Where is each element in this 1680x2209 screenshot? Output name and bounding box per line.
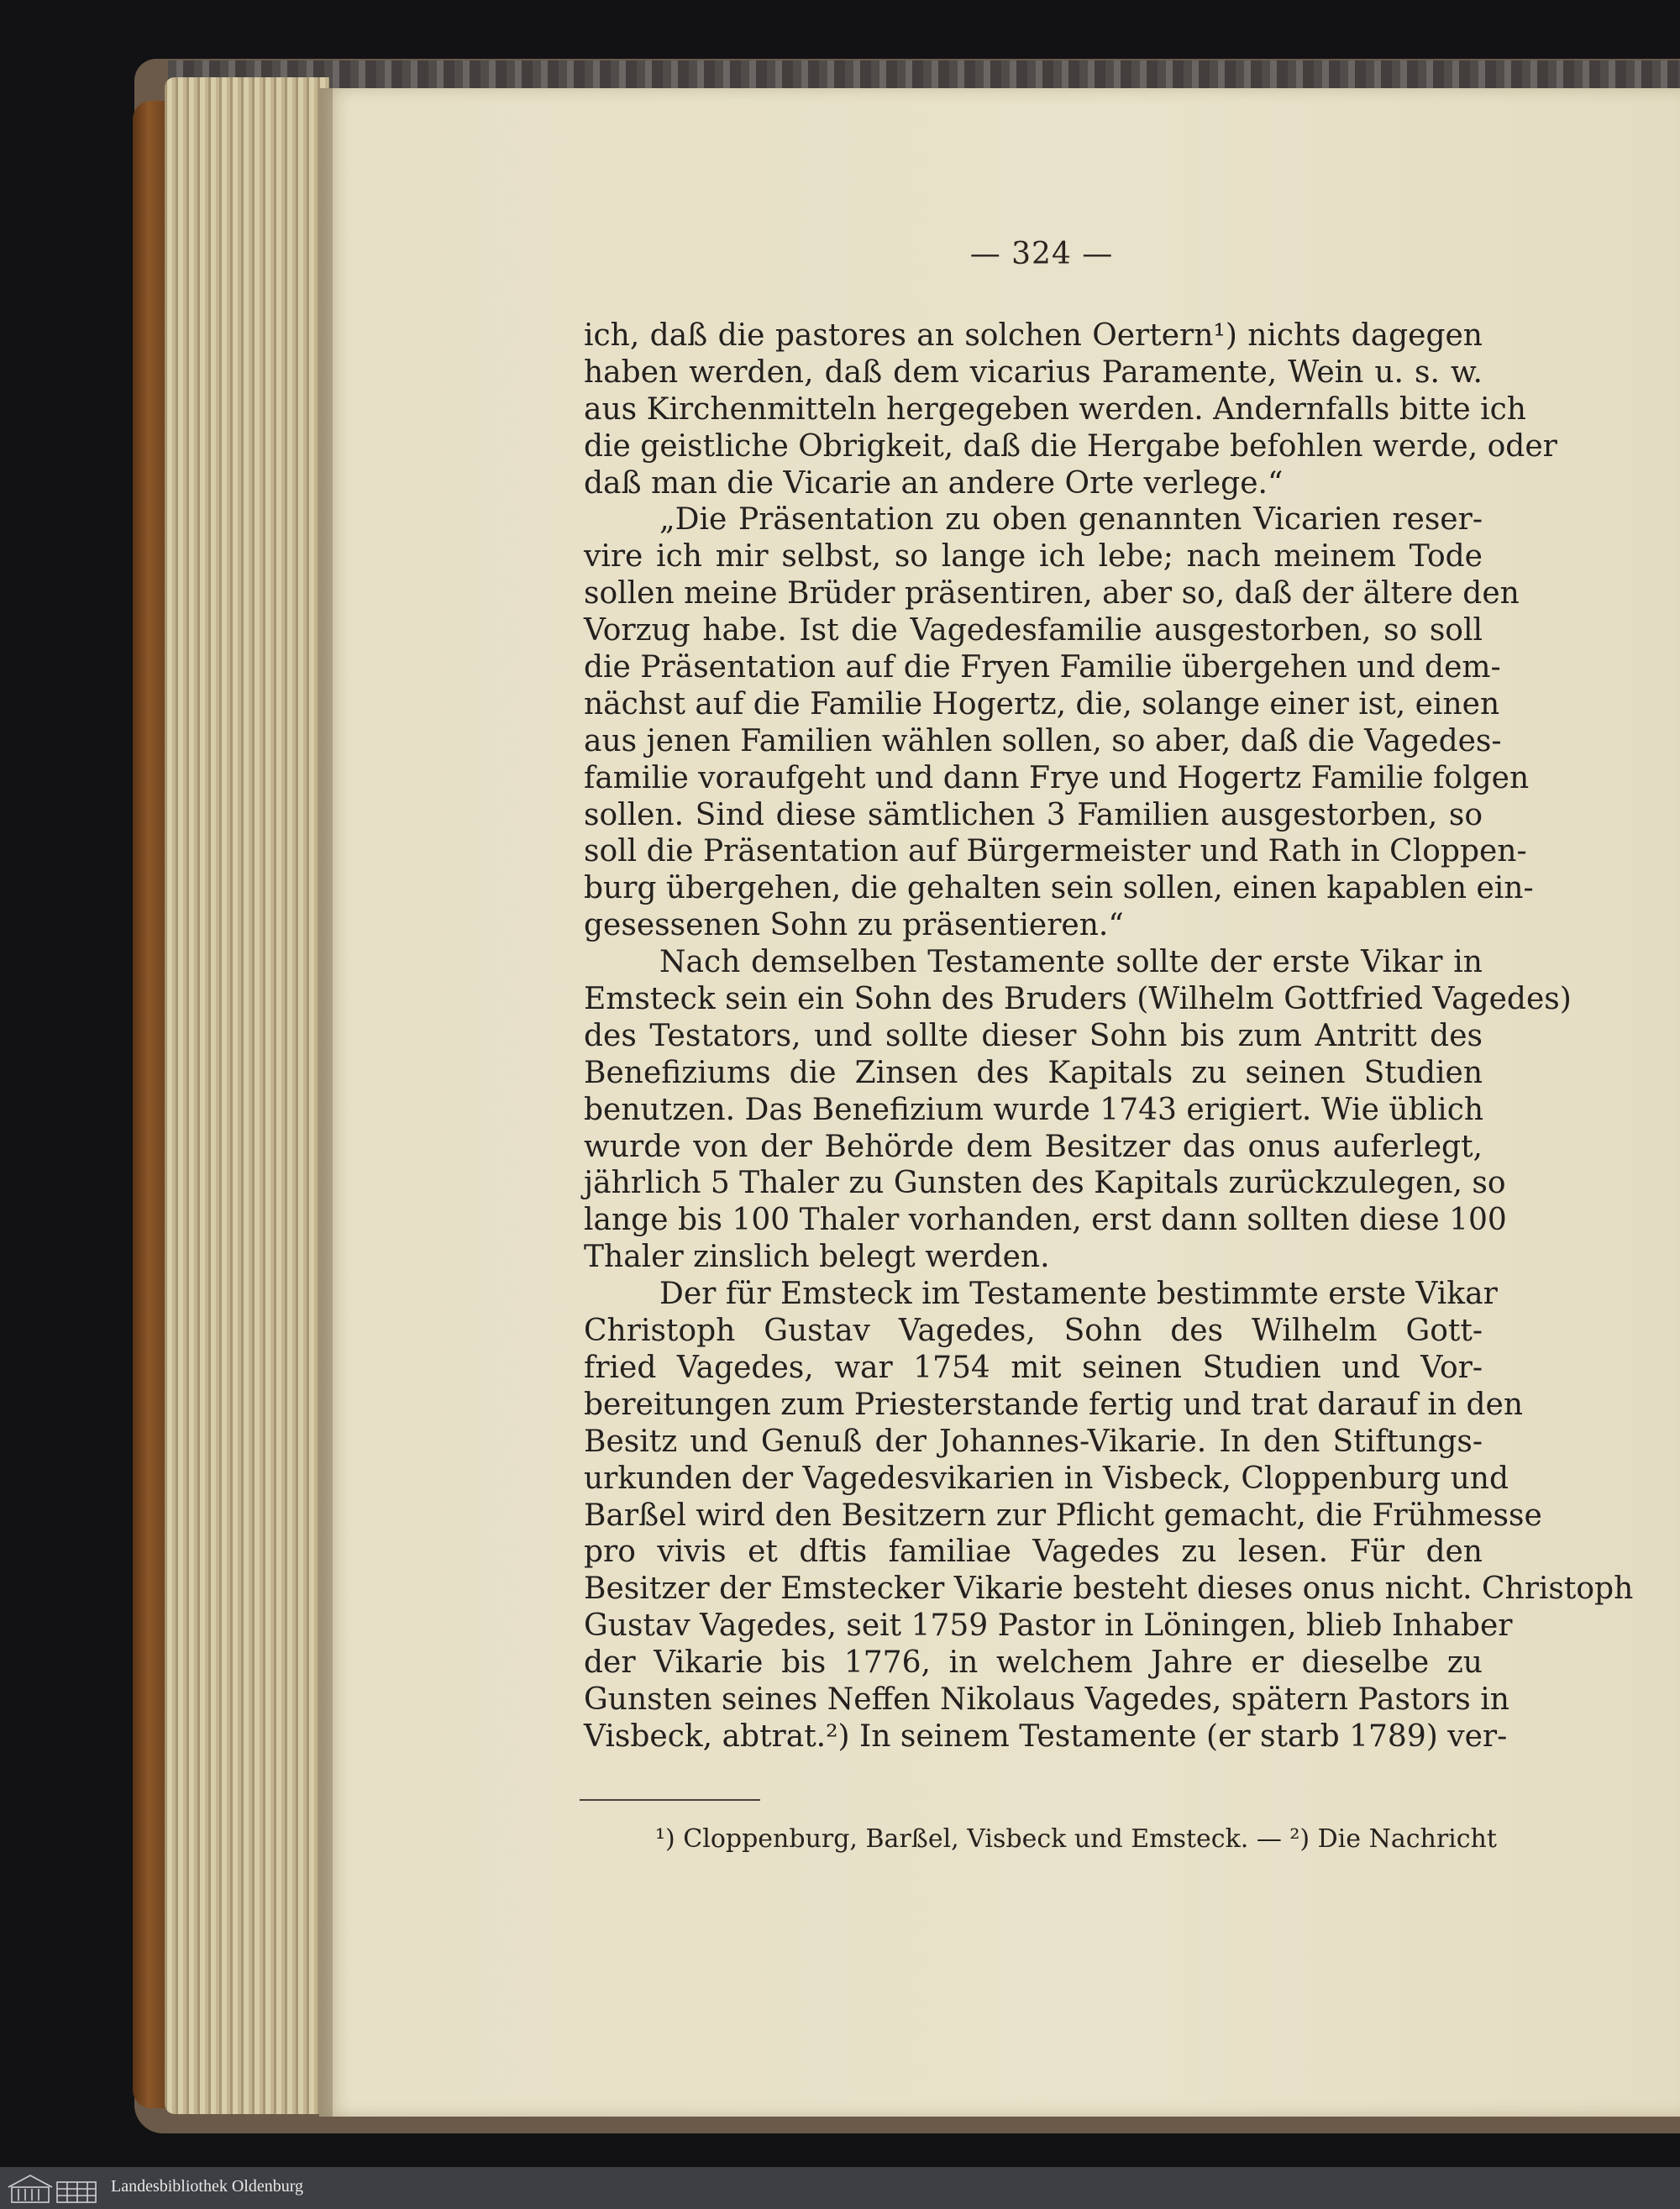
library-name: Landesbibliothek Oldenburg bbox=[111, 2177, 304, 2196]
text-line: Besitz und Genuß der Johannes-Vikarie. In den Stiftungs- bbox=[584, 1424, 1483, 1459]
text-line: Thaler zinslich belegt werden. bbox=[584, 1240, 1050, 1275]
text-line: Visbeck, abtrat.²) In seinem Testamente (er starb 1789) ver- bbox=[584, 1718, 1508, 1754]
page-stack bbox=[165, 77, 329, 2114]
text-line: Besitzer der Emstecker Vikarie besteht dieses onus nicht. Christoph bbox=[584, 1571, 1634, 1607]
text-line: urkunden der Vagedesvikarien in Visbeck, Cloppenburg und bbox=[584, 1461, 1509, 1496]
body-text bbox=[584, 317, 1634, 1755]
text-line: nächst auf die Familie Hogertz, die, solange einer ist, einen bbox=[584, 686, 1500, 721]
text-line: „Die Präsentation zu oben genannten Vicarien reser- bbox=[659, 502, 1483, 538]
text-line: aus Kirchenmitteln hergegeben werden. Andernfalls bitte ich bbox=[584, 391, 1526, 427]
text-line: pro vivis et dftis familiae Vagedes zu lesen. Für den bbox=[584, 1535, 1483, 1570]
text-line: Gustav Vagedes, seit 1759 Pastor in Löningen, blieb Inhaber bbox=[584, 1608, 1513, 1644]
text-line: jährlich 5 Thaler zu Gunsten des Kapitals zurückzulegen, so bbox=[584, 1166, 1506, 1201]
text-line: familie voraufgeht und dann Frye und Hogertz Familie folgen bbox=[584, 760, 1530, 795]
text-line: Benefiziums die Zinsen des Kapitals zu seinen Studien bbox=[584, 1055, 1483, 1090]
text-line: daß man die Vicarie an andere Orte verlege.“ bbox=[584, 465, 1284, 501]
text-line: die Präsentation auf die Fryen Familie übergehen und dem- bbox=[584, 650, 1501, 685]
text-line: vire ich mir selbst, so lange ich lebe; nach meinem Tode bbox=[584, 539, 1483, 575]
text-line: sollen. Sind diese sämtlichen 3 Familien ausgestorben, so bbox=[584, 797, 1483, 832]
text-line: Barßel wird den Besitzern zur Pflicht gemacht, die Frühmesse bbox=[584, 1498, 1542, 1533]
text-line: Emsteck sein ein Sohn des Bruders (Wilhelm Gottfried Vagedes) bbox=[584, 982, 1572, 1017]
gutter-shadow bbox=[319, 88, 333, 2117]
text-line: die geistliche Obrigkeit, daß die Hergabe befohlen werde, oder bbox=[584, 428, 1557, 464]
text-line: lange bis 100 Thaler vorhanden, erst dann sollten diese 100 bbox=[584, 1203, 1507, 1238]
text-line: burg übergehen, die gehalten sein sollen, einen kapablen ein- bbox=[584, 871, 1534, 906]
text-line: Gunsten seines Neffen Nikolaus Vagedes, spätern Pastors in bbox=[584, 1682, 1509, 1717]
text-line: Der für Emsteck im Testamente bestimmte erste Vikar bbox=[659, 1277, 1498, 1312]
text-line: fried Vagedes, war 1754 mit seinen Studien und Vor- bbox=[584, 1350, 1483, 1385]
text-line: der Vikarie bis 1776, in welchem Jahre er dieselbe zu bbox=[584, 1645, 1483, 1681]
library-footer bbox=[0, 2167, 1680, 2209]
text-line: bereitungen zum Priesterstande fertig und trat darauf in den bbox=[584, 1387, 1524, 1422]
text-line: benutzen. Das Benefizium wurde 1743 erigiert. Wie üblich bbox=[584, 1092, 1484, 1127]
text-line: Christoph Gustav Vagedes, Sohn des Wilhelm Gott- bbox=[584, 1314, 1483, 1349]
footnote-divider bbox=[580, 1799, 760, 1801]
leather-spine-edge bbox=[133, 101, 168, 2108]
text-line: sollen meine Brüder präsentiren, aber so, daß der ältere den bbox=[584, 576, 1520, 611]
footnote: ¹) Cloppenburg, Barßel, Visbeck und Emsteck. — ²) Die Nachricht bbox=[655, 1824, 1497, 1854]
text-line: soll die Präsentation auf Bürgermeister und Rath in Cloppen- bbox=[584, 834, 1527, 869]
page-number: — 324 — bbox=[969, 237, 1114, 271]
text-line: haben werden, daß dem vicarius Paramente, Wein u. s. w. bbox=[584, 354, 1483, 390]
text-line: aus jenen Familien wählen sollen, so aber, daß die Vagedes- bbox=[584, 723, 1502, 758]
text-line: Nach demselben Testamente sollte der erste Vikar in bbox=[659, 945, 1483, 980]
text-line: wurde von der Behörde dem Besitzer das onus auferlegt, bbox=[584, 1129, 1483, 1164]
text-line: Vorzug habe. Ist die Vagedesfamilie ausgestorben, so soll bbox=[584, 613, 1483, 648]
text-line: gesessenen Sohn zu präsentieren.“ bbox=[584, 908, 1124, 943]
text-line: ich, daß die pastores an solchen Oertern¹) nichts dagegen bbox=[584, 318, 1483, 353]
text-line: des Testators, und sollte dieser Sohn bis zum Antritt des bbox=[584, 1018, 1483, 1053]
library-building-icon bbox=[5, 2170, 102, 2206]
